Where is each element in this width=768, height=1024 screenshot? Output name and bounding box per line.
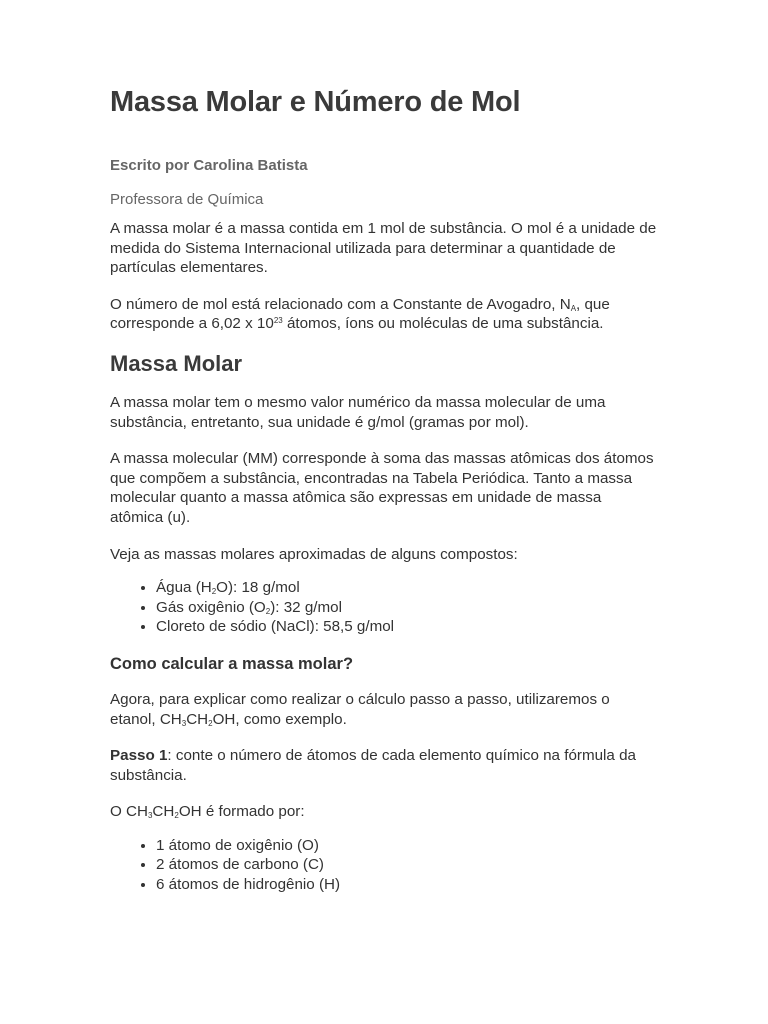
subscript: 2 <box>174 811 179 821</box>
text-span: O): 18 g/mol <box>216 579 300 597</box>
subscript: 3 <box>181 718 187 728</box>
text-span: Cloreto de sódio (NaCl): 58,5 g/mol <box>156 618 395 636</box>
section-heading-como-calcular: Como calcular a massa molar? <box>110 654 354 673</box>
text-span: CH <box>152 803 175 821</box>
text-span: OH é formado por: <box>178 803 305 821</box>
subscript: 3 <box>147 811 153 821</box>
list-item <box>156 598 658 618</box>
list-item: • 6 átomos de hidrogênio (H) <box>156 875 658 895</box>
author-role: Professora de Química <box>110 191 264 208</box>
list-item <box>156 578 658 598</box>
text-span: Agora, para explicar como realizar o cálculo passo a passo, utilizaremos o etanol, CH <box>110 690 610 728</box>
molar-mass-list <box>110 578 658 637</box>
step-label: Passo 1 <box>110 747 168 765</box>
list-item: • 2 átomos de carbono (C) <box>156 855 658 875</box>
massa-molar-paragraph-2: A massa molecular (MM) corresponde à soma das massas atômicas dos átomos que compõem a substância, encontradas na Tabela Periódica. Tanto a massa molecular quanto a massa atômica são expressas em unidade de massa atômica (u). <box>110 450 654 526</box>
superscript: 23 <box>273 316 283 326</box>
author-byline: Escrito por Carolina Batista <box>110 157 308 174</box>
text-span: ): 32 g/mol <box>270 598 342 616</box>
text-span: CH <box>186 710 209 728</box>
text-span: O número de mol está relacionado com a Constante de Avogadro, N <box>110 295 571 313</box>
massa-molar-paragraph-1: A massa molar tem o mesmo valor numérico da massa molecular de uma substância, entretanto, sua unidade é g/mol (gramas por mol). <box>110 393 606 431</box>
text-span: átomos, íons ou moléculas de uma substância. <box>282 315 604 333</box>
calcular-paragraph-1 <box>110 690 658 729</box>
text-span: Gás oxigênio (O <box>156 598 266 616</box>
atoms-list <box>110 836 658 895</box>
article-body <box>110 219 658 912</box>
list-item <box>156 617 658 637</box>
text-span: , que corresponde a 6,02 x 10 <box>110 295 610 333</box>
subscript: 2 <box>208 718 213 728</box>
intro-paragraph-2 <box>110 295 658 334</box>
subscript: A <box>570 303 577 313</box>
text-span: O CH <box>110 803 148 821</box>
text-span: OH, como exemplo. <box>212 710 347 728</box>
text-span: Água (H <box>156 579 212 597</box>
subscript: 2 <box>211 587 217 597</box>
page-title: Massa Molar e Número de Mol <box>110 86 521 118</box>
massa-molar-paragraph-3: Veja as massas molares aproximadas de alguns compostos: <box>110 545 518 563</box>
list-item: • 1 átomo de oxigênio (O) <box>156 836 658 856</box>
formed-by-paragraph <box>110 802 658 822</box>
subscript: 2 <box>265 606 271 616</box>
step-1-paragraph <box>110 746 658 785</box>
text-span: : conte o número de átomos de cada elemento químico na fórmula da substância. <box>110 747 636 784</box>
section-heading-massa-molar: Massa Molar <box>110 350 243 376</box>
intro-paragraph-1: A massa molar é a massa contida em 1 mol de substância. O mol é a unidade de medida do Sistema Internacional utilizada para determinar a quantidade de partículas elementares. <box>110 220 657 277</box>
